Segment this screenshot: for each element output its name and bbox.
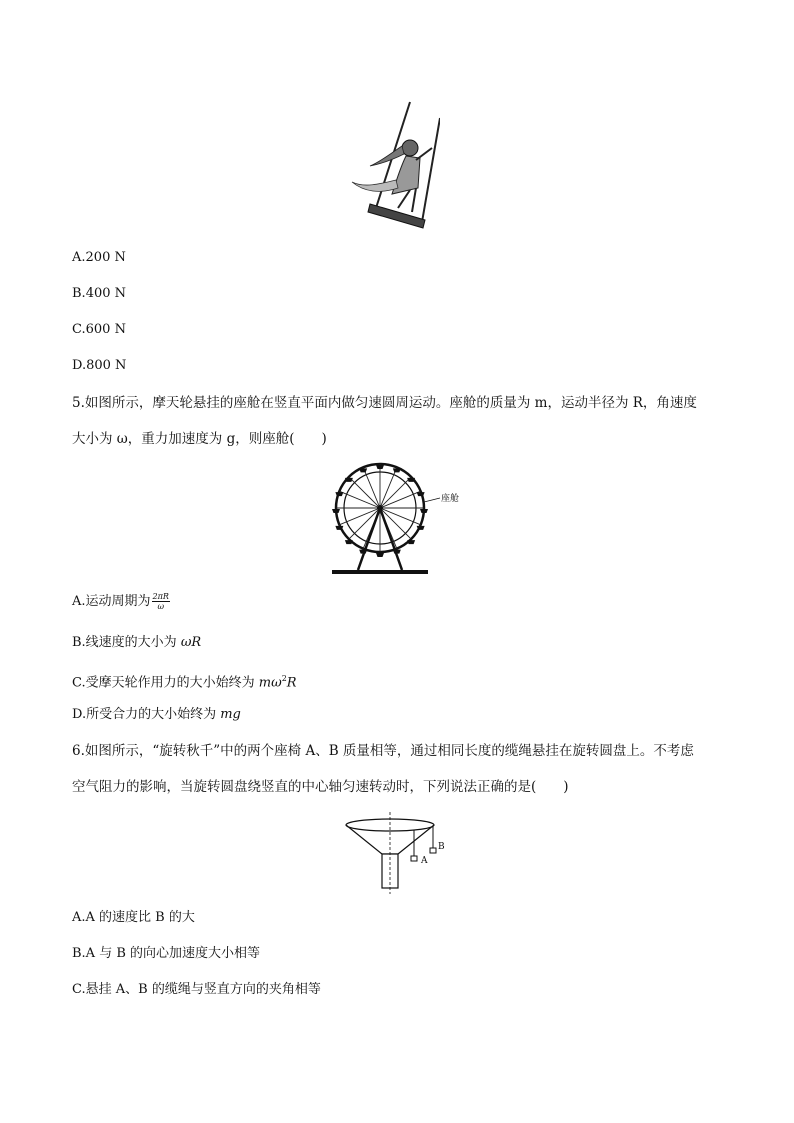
q6-option-b: B.A 与 B 的向心加速度大小相等 xyxy=(72,946,261,961)
swing-girl-figure xyxy=(340,96,440,236)
q6-option-a: A.A 的速度比 B 的大 xyxy=(72,910,195,925)
q5-option-c-math2: R xyxy=(286,675,297,691)
wheel-spoke xyxy=(380,477,411,508)
q4-option-c-text: 600 N xyxy=(85,322,126,337)
girl-leg-2 xyxy=(412,188,416,212)
q5-option-c-exponent: 2 xyxy=(281,674,287,683)
wheel-cabin xyxy=(359,468,367,472)
q4-option-b xyxy=(72,284,126,304)
q5-option-b-math: ωR xyxy=(180,635,202,650)
q5-option-a-fraction xyxy=(152,592,170,611)
q4-option-a-label: A. xyxy=(72,250,86,265)
wheel-cabin xyxy=(345,540,353,544)
girl-head xyxy=(402,140,418,156)
q4-option-b-label: B. xyxy=(72,286,86,301)
q5-option-b-text: B.线速度的大小为 xyxy=(72,635,181,650)
q5-option-c-math: mω xyxy=(258,675,282,691)
ferris-wheel-figure xyxy=(328,458,468,580)
fraction-denominator: ω xyxy=(157,602,164,611)
seat-a xyxy=(411,856,417,861)
wheel-cabin xyxy=(407,540,415,544)
q4-option-c xyxy=(72,320,126,340)
wheel-cabin xyxy=(332,509,340,513)
q5-option-c-text: C.受摩天轮作用力的大小始终为 xyxy=(72,675,259,691)
seat-a-label: A xyxy=(421,856,428,866)
q5-option-d-math: mg xyxy=(220,707,241,722)
q6-option-c: C.悬挂 A、B 的缆绳与竖直方向的夹角相等 xyxy=(72,982,321,997)
q4-option-c-label: C. xyxy=(72,322,86,337)
girl-scarf xyxy=(352,180,398,191)
cabin-label: 座舱 xyxy=(441,494,460,504)
q4-option-d-label: D. xyxy=(72,358,87,373)
wheel-spoke xyxy=(349,477,380,508)
q5-option-c xyxy=(72,669,297,693)
wheel-cabin xyxy=(376,465,384,469)
q6-stem-line2: 空气阻力的影响，当旋转圆盘绕竖直的中心轴匀速转动时，下列说法正确的是( ) xyxy=(72,779,569,795)
q4-option-d-text: 800 N xyxy=(86,358,127,373)
q5-option-b xyxy=(72,633,201,653)
girl-hair xyxy=(370,146,404,166)
q4-option-a-text: 200 N xyxy=(85,250,126,265)
q4-option-b-text: 400 N xyxy=(85,286,127,301)
q5-option-a-prefix: A.运动周期为 xyxy=(72,594,151,609)
q6-stem-line1: 6.如图所示，“旋转秋千”中的两个座椅 A、B 质量相等，通过相同长度的缆绳悬挂在旋转圆盘上。不考虑 xyxy=(72,743,694,759)
q5-stem-line2: 大小为 ω，重力加速度为 g，则座舱( ) xyxy=(72,431,327,447)
wheel-cabin xyxy=(376,553,384,557)
wheel-cabin xyxy=(393,468,401,472)
q5-option-d xyxy=(72,705,241,725)
rotating-swing-figure xyxy=(344,812,454,894)
wheel-cabin xyxy=(420,509,428,513)
q4-option-a xyxy=(72,248,126,268)
fraction-numerator: 2πR xyxy=(152,592,169,601)
seat-b-label: B xyxy=(438,842,445,852)
seat-b xyxy=(430,848,436,853)
girl-arm xyxy=(416,148,432,160)
swing-rope-right xyxy=(422,118,440,222)
wheel-base xyxy=(332,570,428,574)
swing-seat xyxy=(368,204,425,228)
q5-stem-line1: 5.如图所示，摩天轮悬挂的座舱在竖直平面内做匀速圆周运动。座舱的质量为 m，运动半径为 R，角速度 xyxy=(72,395,697,411)
q5-option-d-text: D.所受合力的大小始终为 xyxy=(72,707,221,722)
cabin-leader-line xyxy=(424,498,440,502)
q4-option-d xyxy=(72,356,126,376)
q5-option-a xyxy=(72,592,170,612)
